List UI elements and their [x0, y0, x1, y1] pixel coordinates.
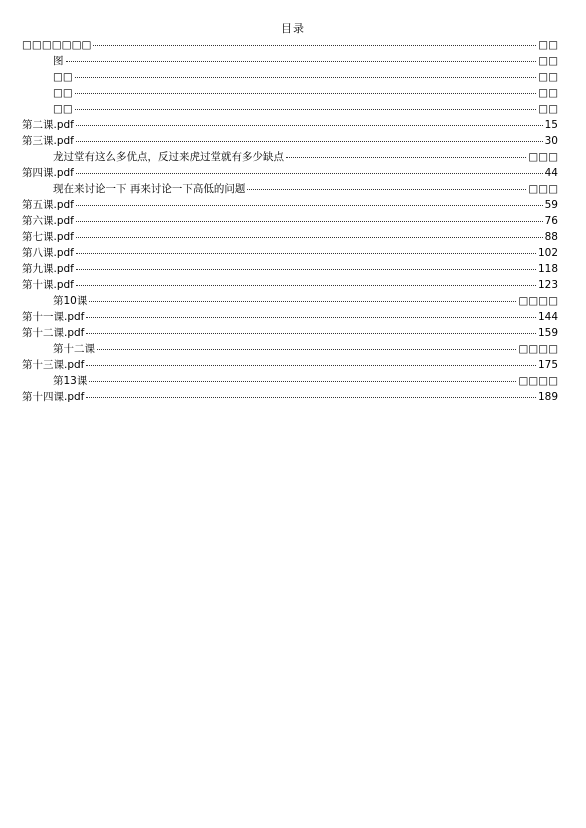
toc-entry[interactable]	[22, 117, 558, 133]
toc-entry[interactable]	[22, 341, 558, 357]
toc-dot-leader	[286, 156, 526, 158]
toc-entry-label: 第十二课	[53, 343, 95, 355]
toc-dot-leader	[247, 188, 526, 190]
toc-entry[interactable]	[22, 325, 558, 341]
toc-dot-leader	[86, 364, 536, 366]
toc-entry-label: □□	[53, 87, 73, 99]
toc-entry[interactable]	[22, 181, 558, 197]
toc-entry-page-number: □□□	[528, 183, 558, 195]
toc-entry-label: 图	[53, 55, 64, 67]
toc-entry-label: 第七课.pdf	[22, 231, 74, 243]
toc-dot-leader	[75, 108, 536, 110]
toc-entry-label: 现在来讨论一下 再来讨论一下高低的问题	[53, 183, 246, 195]
toc-entry[interactable]	[22, 213, 558, 229]
toc-entry-label: □□	[53, 71, 73, 83]
toc-entry[interactable]	[22, 277, 558, 293]
toc-entry[interactable]	[22, 69, 558, 85]
toc-entry-label: 第十课.pdf	[22, 279, 74, 291]
toc-dot-leader	[89, 300, 516, 302]
toc-dot-leader	[76, 236, 543, 238]
toc-entry[interactable]	[22, 293, 558, 309]
toc-entry-label: 第13课	[53, 375, 88, 387]
toc-entry-page-number: □□	[538, 103, 558, 115]
toc-entry-page-number: 102	[537, 247, 558, 259]
toc-entry-label: 第二课.pdf	[22, 119, 74, 131]
toc-entry-label: 龙过堂有这么多优点，反过来虎过堂就有多少缺点	[53, 151, 284, 163]
toc-entry[interactable]	[22, 85, 558, 101]
toc-entry[interactable]	[22, 101, 558, 117]
toc-entry-page-number: □□	[538, 71, 558, 83]
toc-dot-leader	[75, 92, 536, 94]
toc-entry[interactable]	[22, 53, 558, 69]
toc-entry-label: 第六课.pdf	[22, 215, 74, 227]
toc-entry-label: 第十三课.pdf	[22, 359, 85, 371]
toc-entry-page-number: 189	[537, 391, 558, 403]
toc-dot-leader	[97, 348, 516, 350]
toc-entry-page-number: □□□□	[518, 375, 558, 387]
toc-entry-page-number: □□	[538, 87, 558, 99]
toc-entry-page-number: 123	[537, 279, 558, 291]
toc-entry-page-number: 88	[544, 231, 558, 243]
toc-dot-leader	[76, 204, 543, 206]
toc-entry[interactable]	[22, 37, 558, 53]
toc-dot-leader	[86, 396, 536, 398]
toc-entry-label: 第九课.pdf	[22, 263, 74, 275]
toc-dot-leader	[76, 220, 543, 222]
toc-dot-leader	[76, 172, 543, 174]
toc-entry-label: □□	[53, 103, 73, 115]
toc-entry-page-number: 44	[544, 167, 558, 179]
toc-entry-page-number: □□□□	[518, 343, 558, 355]
toc-entry-page-number: 15	[544, 119, 558, 131]
toc-entry[interactable]	[22, 389, 558, 405]
toc-dot-leader	[93, 44, 536, 46]
toc-entry[interactable]	[22, 357, 558, 373]
toc-dot-leader	[76, 284, 536, 286]
toc-entry-page-number: 59	[544, 199, 558, 211]
toc-entry-label: 第十一课.pdf	[22, 311, 85, 323]
toc-entry-label: 第10课	[53, 295, 88, 307]
toc-entry-page-number: 175	[537, 359, 558, 371]
toc-entry-page-number: 118	[537, 263, 558, 275]
toc-entry-label: □□□□□□□	[22, 39, 92, 51]
toc-dot-leader	[76, 268, 536, 270]
toc-dot-leader	[75, 76, 536, 78]
toc-dot-leader	[76, 252, 536, 254]
toc-dot-leader	[66, 60, 537, 62]
toc-entry-label: 第四课.pdf	[22, 167, 74, 179]
toc-dot-leader	[89, 380, 516, 382]
toc-entry-label: 第八课.pdf	[22, 247, 74, 259]
toc-entry-page-number: □□	[538, 39, 558, 51]
toc-title: 目录	[281, 22, 305, 35]
toc-dot-leader	[86, 316, 536, 318]
toc-dot-leader	[76, 140, 543, 142]
toc-entry-page-number: 144	[537, 311, 558, 323]
toc-entry[interactable]	[22, 245, 558, 261]
toc-list	[22, 37, 558, 405]
toc-entry-page-number: 159	[537, 327, 558, 339]
toc-entry-label: 第十四课.pdf	[22, 391, 85, 403]
toc-entry[interactable]	[22, 373, 558, 389]
toc-entry-label: 第十二课.pdf	[22, 327, 85, 339]
toc-entry-page-number: □□	[538, 55, 558, 67]
toc-entry[interactable]	[22, 133, 558, 149]
toc-entry-page-number: 30	[544, 135, 558, 147]
toc-entry-page-number: □□□□	[518, 295, 558, 307]
toc-entry-label: 第三课.pdf	[22, 135, 74, 147]
toc-dot-leader	[76, 124, 543, 126]
toc-entry[interactable]	[22, 261, 558, 277]
toc-entry[interactable]	[22, 165, 558, 181]
toc-entry[interactable]	[22, 309, 558, 325]
toc-entry[interactable]	[22, 229, 558, 245]
toc-dot-leader	[86, 332, 536, 334]
toc-entry[interactable]	[22, 197, 558, 213]
toc-entry-page-number: □□□	[528, 151, 558, 163]
toc-entry-label: 第五课.pdf	[22, 199, 74, 211]
toc-entry-page-number: 76	[544, 215, 558, 227]
toc-entry[interactable]	[22, 149, 558, 165]
